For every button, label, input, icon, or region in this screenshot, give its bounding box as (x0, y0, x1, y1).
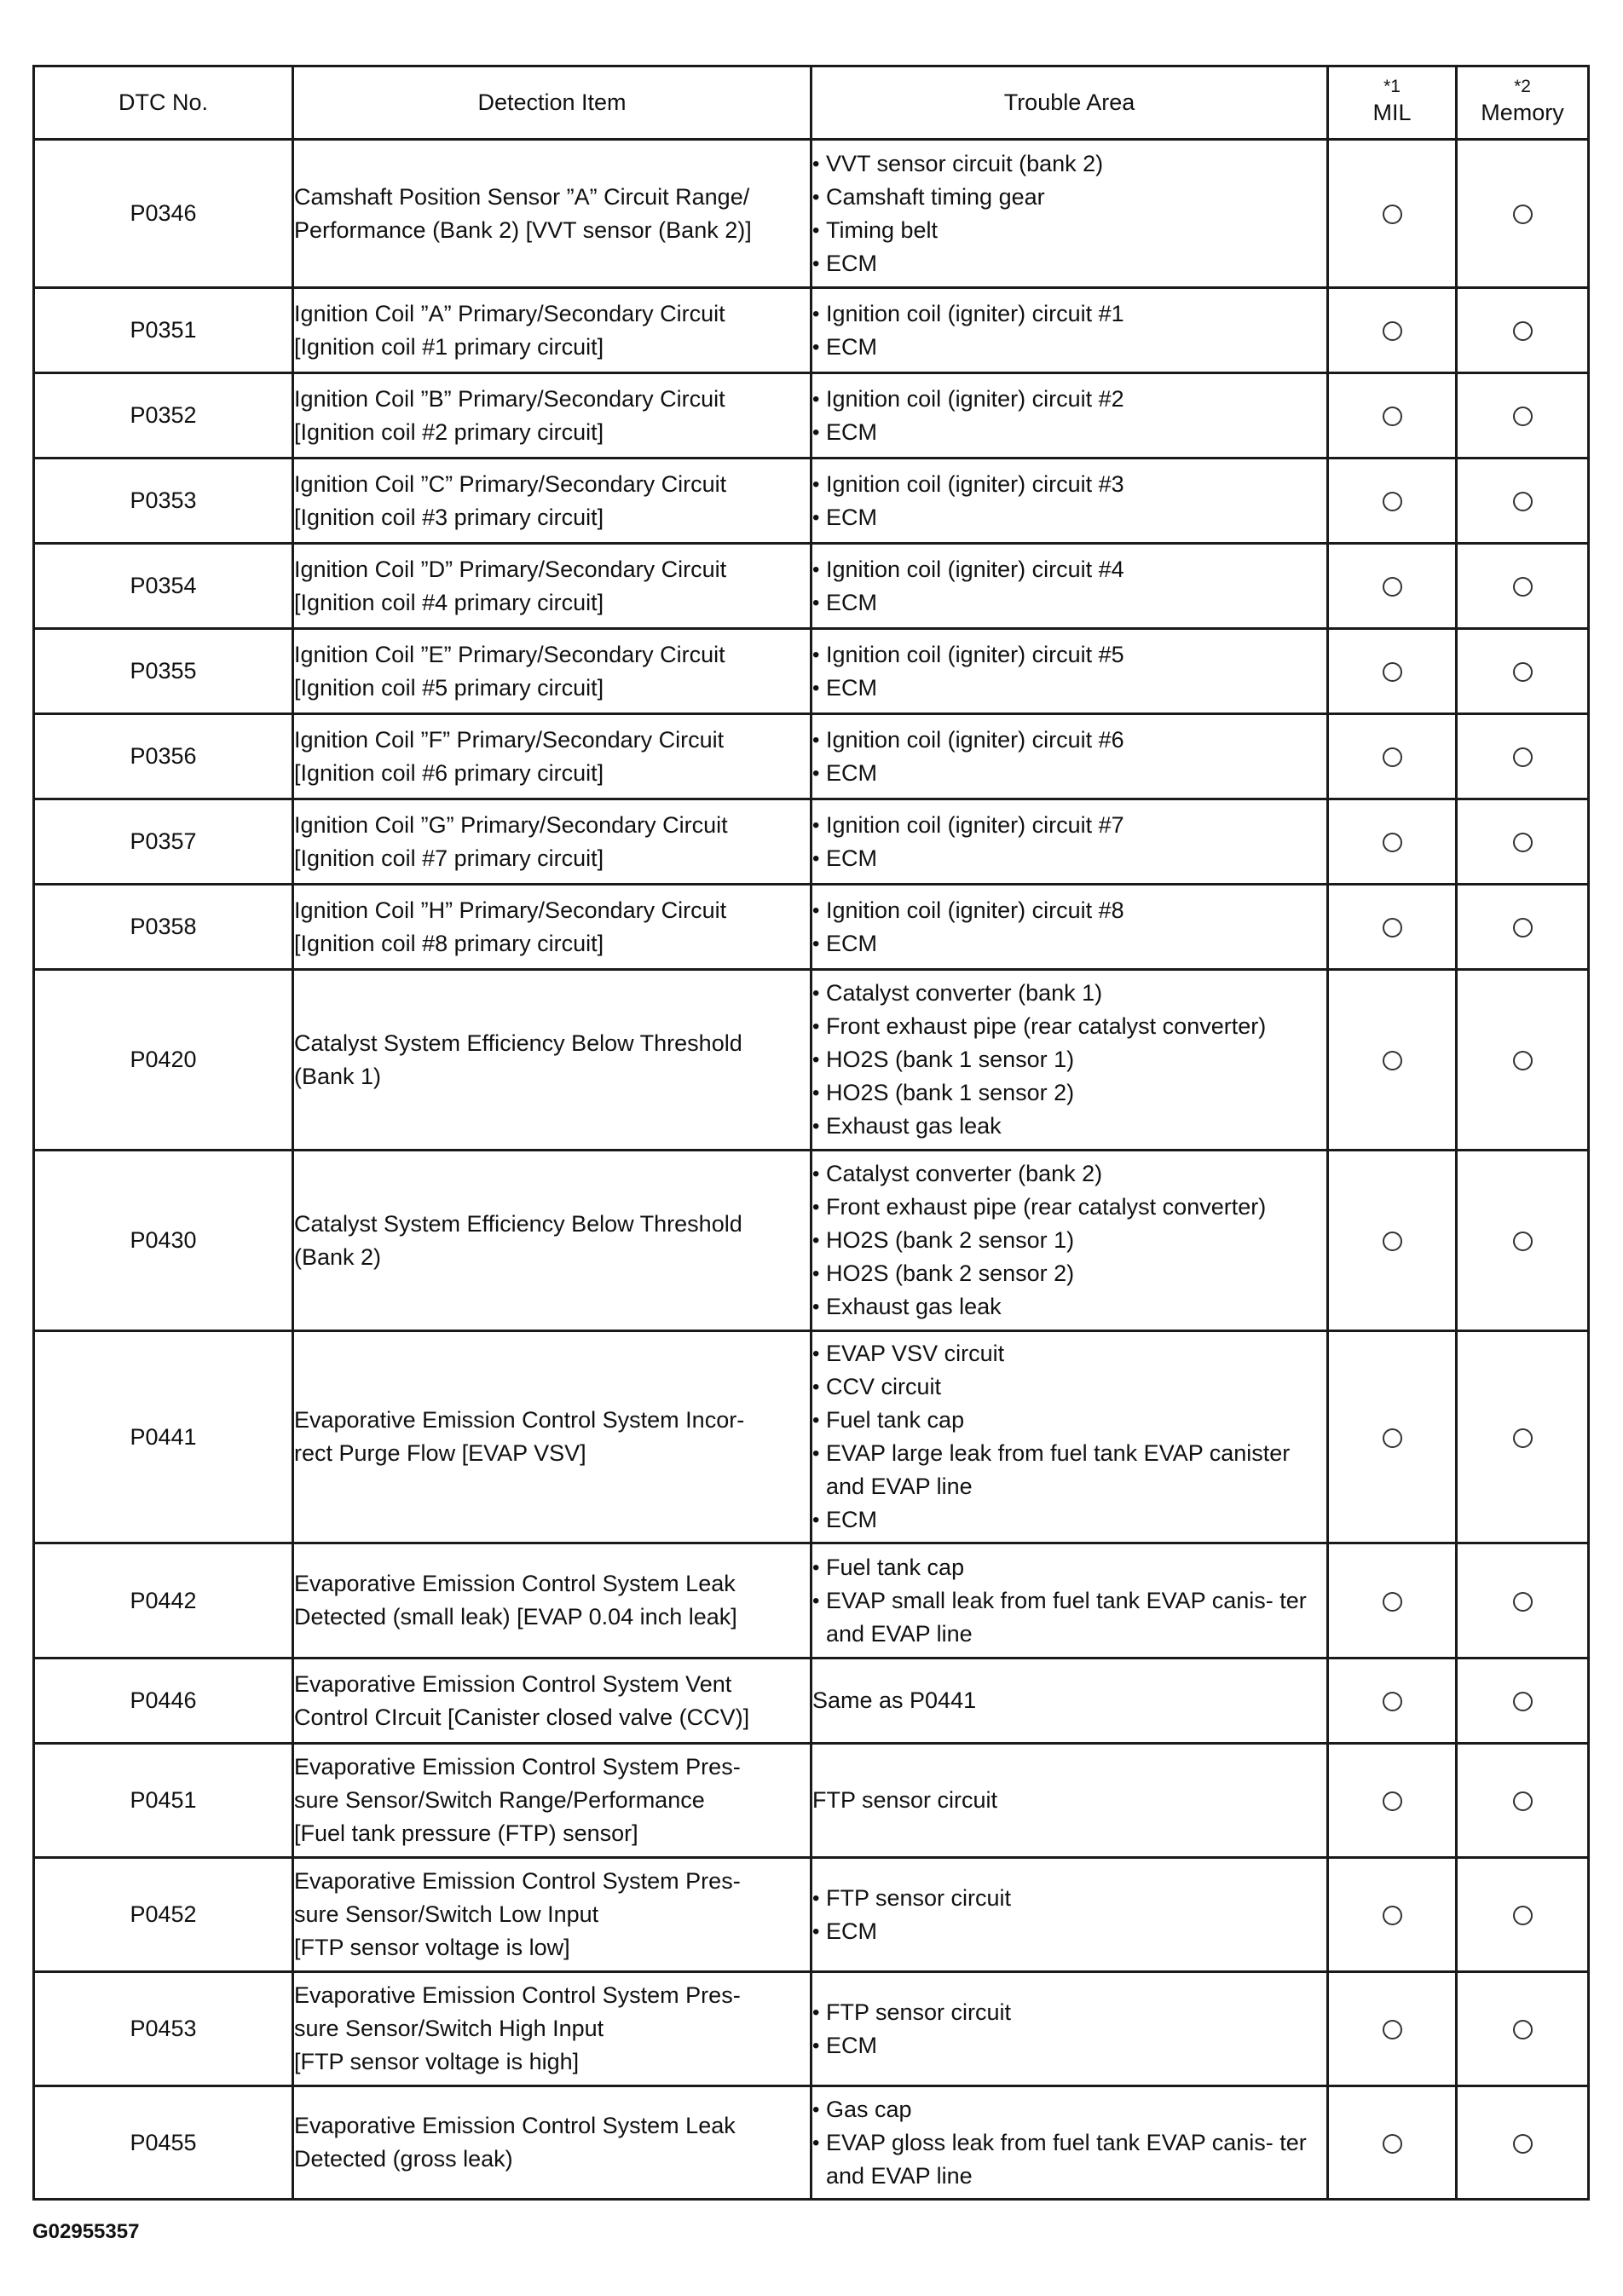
memory-cell (1457, 140, 1589, 288)
detection-item (293, 1543, 812, 1659)
memory-circle-icon (1513, 577, 1533, 597)
mil-cell (1328, 140, 1457, 288)
mil-cell (1328, 1744, 1457, 1858)
trouble-area-item: • Ignition coil (igniter) circuit #1 (812, 297, 1326, 331)
table-row (34, 544, 1589, 629)
trouble-area-item: • HO2S (bank 2 sensor 1) (812, 1224, 1326, 1257)
trouble-area-item: • ECM (812, 1915, 1326, 1948)
memory-cell (1457, 970, 1589, 1151)
table-row (34, 2086, 1589, 2200)
detection-item (293, 970, 812, 1151)
trouble-area-item: • ECM (812, 331, 1326, 364)
mil-circle-icon (1383, 662, 1402, 682)
mil-circle-icon (1383, 492, 1402, 511)
dtc-code: P0356 (34, 714, 293, 799)
trouble-area-list (812, 468, 1326, 534)
memory-label: Memory (1481, 99, 1564, 125)
trouble-area-item: • CCV circuit (812, 1370, 1326, 1404)
mil-cell (1328, 714, 1457, 799)
trouble-area-list (812, 894, 1326, 961)
detection-item-line: [FTP sensor voltage is high] (294, 2049, 580, 2074)
header-dtc-no: DTC No. (34, 66, 293, 140)
dtc-code: P0451 (34, 1744, 293, 1858)
trouble-area-item: • ECM (812, 842, 1326, 875)
memory-cell (1457, 1972, 1589, 2086)
table-row (34, 140, 1589, 288)
memory-footnote-mark: *2 (1514, 76, 1531, 96)
trouble-area-item: • HO2S (bank 1 sensor 1) (812, 1043, 1326, 1076)
trouble-area-item: • FTP sensor circuit (812, 1882, 1326, 1915)
trouble-area-item: • EVAP small leak from fuel tank EVAP canis- ter and EVAP line (812, 1584, 1326, 1651)
detection-item (293, 714, 812, 799)
detection-item-line: [Fuel tank pressure (FTP) sensor] (294, 1820, 638, 1846)
mil-circle-icon (1383, 1051, 1402, 1070)
memory-cell (1457, 288, 1589, 373)
detection-item (293, 373, 812, 459)
trouble-area (812, 885, 1328, 970)
trouble-area-item: • EVAP VSV circuit (812, 1337, 1326, 1370)
mil-circle-icon (1383, 205, 1402, 224)
table-header-row (34, 66, 1589, 140)
memory-circle-icon (1513, 321, 1533, 341)
trouble-area-list (812, 977, 1326, 1143)
trouble-area (812, 1744, 1328, 1858)
trouble-area-list (812, 724, 1326, 790)
memory-circle-icon (1513, 1051, 1533, 1070)
memory-cell (1457, 799, 1589, 885)
detection-item-line: Ignition Coil ”C” Primary/Secondary Circuit (294, 470, 727, 497)
detection-item (293, 2086, 812, 2200)
trouble-area-item: • Exhaust gas leak (812, 1290, 1326, 1324)
detection-item (293, 629, 812, 714)
trouble-area-item: • Ignition coil (igniter) circuit #3 (812, 468, 1326, 501)
detection-item-line: Catalyst System Efficiency Below Threshold (294, 1210, 742, 1237)
dtc-code: P0430 (34, 1151, 293, 1331)
dtc-table (32, 65, 1590, 2201)
trouble-area-item: • HO2S (bank 2 sensor 2) (812, 1257, 1326, 1290)
detection-item-line: Ignition Coil ”F” Primary/Secondary Circuit (294, 726, 725, 753)
trouble-area-item: • HO2S (bank 1 sensor 2) (812, 1076, 1326, 1110)
table-row (34, 714, 1589, 799)
trouble-area (812, 459, 1328, 544)
trouble-area-list (812, 297, 1326, 364)
dtc-code: P0452 (34, 1858, 293, 1972)
detection-item-line: Ignition Coil ”H” Primary/Secondary Circuit (294, 897, 727, 923)
memory-circle-icon (1513, 1428, 1533, 1448)
detection-item-line: Ignition Coil ”E” Primary/Secondary Circuit (294, 641, 725, 667)
trouble-area-list (812, 809, 1326, 875)
detection-item (293, 140, 812, 288)
trouble-area-item: • ECM (812, 2029, 1326, 2062)
mil-cell (1328, 1331, 1457, 1543)
trouble-area (812, 2086, 1328, 2200)
trouble-area (812, 1151, 1328, 1331)
trouble-area-item: • Catalyst converter (bank 1) (812, 977, 1326, 1010)
memory-cell (1457, 714, 1589, 799)
trouble-area-item: • ECM (812, 247, 1326, 280)
mil-circle-icon (1383, 1592, 1402, 1612)
trouble-area-list (812, 1882, 1326, 1948)
trouble-area-item: • EVAP gloss leak from fuel tank EVAP canis- ter and EVAP line (812, 2126, 1326, 2193)
detection-item-line: Performance (Bank 2) [VVT sensor (Bank 2)] (294, 216, 752, 243)
header-trouble-area: Trouble Area (812, 66, 1328, 140)
trouble-area-item: • Fuel tank cap (812, 1551, 1326, 1584)
table-row (34, 1744, 1589, 1858)
memory-cell (1457, 544, 1589, 629)
detection-item-line: Detected (gross leak) (294, 2146, 513, 2172)
trouble-area-list (812, 638, 1326, 705)
trouble-area (812, 373, 1328, 459)
detection-item-line: [Ignition coil #4 primary circuit] (294, 589, 604, 615)
memory-cell (1457, 629, 1589, 714)
trouble-area-item: • Front exhaust pipe (rear catalyst converter) (812, 1191, 1326, 1224)
detection-item-line: Ignition Coil ”A” Primary/Secondary Circuit (294, 300, 725, 326)
detection-item (293, 1151, 812, 1331)
trouble-area (812, 1331, 1328, 1543)
trouble-area-item: • ECM (812, 1503, 1326, 1537)
trouble-area-item: • Ignition coil (igniter) circuit #2 (812, 383, 1326, 416)
trouble-area-item: • Camshaft timing gear (812, 181, 1326, 214)
dtc-code: P0358 (34, 885, 293, 970)
table-row (34, 1543, 1589, 1659)
trouble-area-item: • EVAP large leak from fuel tank EVAP canister and EVAP line (812, 1437, 1326, 1503)
mil-cell (1328, 544, 1457, 629)
dtc-code: P0353 (34, 459, 293, 544)
memory-circle-icon (1513, 1692, 1533, 1711)
header-mil (1328, 66, 1457, 140)
table-row (34, 1331, 1589, 1543)
memory-circle-icon (1513, 1592, 1533, 1612)
mil-cell (1328, 799, 1457, 885)
dtc-code: P0455 (34, 2086, 293, 2200)
trouble-area-item: • Ignition coil (igniter) circuit #6 (812, 724, 1326, 757)
detection-item (293, 1659, 812, 1744)
detection-item-line: (Bank 1) (294, 1063, 382, 1089)
table-row (34, 1972, 1589, 2086)
detection-item-line: Evaporative Emission Control System Pres- (294, 1868, 741, 1894)
trouble-area-item: • Timing belt (812, 214, 1326, 247)
trouble-area (812, 1858, 1328, 1972)
table-row (34, 799, 1589, 885)
table-row (34, 288, 1589, 373)
detection-item-line: Catalyst System Efficiency Below Threshold (294, 1030, 742, 1056)
memory-cell (1457, 1744, 1589, 1858)
mil-circle-icon (1383, 2134, 1402, 2154)
detection-item (293, 1744, 812, 1858)
memory-cell (1457, 1151, 1589, 1331)
detection-item-line: sure Sensor/Switch Range/Performance (294, 1787, 705, 1813)
trouble-area-list (812, 1157, 1326, 1324)
detection-item-line: [Ignition coil #1 primary circuit] (294, 333, 604, 360)
memory-cell (1457, 459, 1589, 544)
trouble-area-list (812, 147, 1326, 280)
table-row (34, 1659, 1589, 1744)
memory-circle-icon (1513, 407, 1533, 426)
memory-circle-icon (1513, 662, 1533, 682)
mil-cell (1328, 970, 1457, 1151)
trouble-area (812, 970, 1328, 1151)
memory-circle-icon (1513, 492, 1533, 511)
trouble-area-item: • ECM (812, 672, 1326, 705)
trouble-area-item: • Gas cap (812, 2093, 1326, 2126)
trouble-area-item: • Catalyst converter (bank 2) (812, 1157, 1326, 1191)
trouble-area-text: FTP sensor circuit (812, 1787, 998, 1813)
dtc-code: P0355 (34, 629, 293, 714)
mil-cell (1328, 459, 1457, 544)
mil-circle-icon (1383, 2020, 1402, 2039)
trouble-area-item: • VVT sensor circuit (bank 2) (812, 147, 1326, 181)
mil-cell (1328, 1858, 1457, 1972)
mil-circle-icon (1383, 577, 1402, 597)
memory-cell (1457, 373, 1589, 459)
detection-item-line: Evaporative Emission Control System Vent (294, 1670, 732, 1697)
trouble-area-list (812, 1551, 1326, 1651)
memory-cell (1457, 1858, 1589, 1972)
detection-item-line: [Ignition coil #2 primary circuit] (294, 418, 604, 445)
table-row (34, 459, 1589, 544)
detection-item-line: [FTP sensor voltage is low] (294, 1935, 570, 1960)
figure-id: G02955357 (32, 2220, 140, 2243)
detection-item-line: Ignition Coil ”B” Primary/Secondary Circuit (294, 385, 725, 412)
trouble-area (812, 629, 1328, 714)
trouble-area-item: • ECM (812, 927, 1326, 961)
detection-item-line: Evaporative Emission Control System Pres- (294, 1982, 741, 2008)
mil-cell (1328, 885, 1457, 970)
trouble-area-item: • Ignition coil (igniter) circuit #7 (812, 809, 1326, 842)
memory-circle-icon (1513, 1906, 1533, 1925)
dtc-code: P0351 (34, 288, 293, 373)
detection-item (293, 1331, 812, 1543)
table-row (34, 629, 1589, 714)
memory-circle-icon (1513, 1791, 1533, 1811)
memory-cell (1457, 2086, 1589, 2200)
detection-item-line: (Bank 2) (294, 1243, 382, 1270)
trouble-area-list (812, 383, 1326, 449)
trouble-area-item: • ECM (812, 416, 1326, 449)
memory-cell (1457, 1543, 1589, 1659)
trouble-area (812, 1543, 1328, 1659)
trouble-area (812, 1972, 1328, 2086)
mil-cell (1328, 629, 1457, 714)
mil-cell (1328, 1972, 1457, 2086)
memory-circle-icon (1513, 2134, 1533, 2154)
detection-item-line: Control CIrcuit [Canister closed valve (CCV)] (294, 1704, 750, 1730)
detection-item-line: sure Sensor/Switch High Input (294, 2016, 604, 2041)
header-detection-item: Detection Item (293, 66, 812, 140)
detection-item (293, 1858, 812, 1972)
mil-cell (1328, 373, 1457, 459)
dtc-code: P0453 (34, 1972, 293, 2086)
trouble-area (812, 1659, 1328, 1744)
detection-item-line: sure Sensor/Switch Low Input (294, 1901, 599, 1927)
mil-cell (1328, 1543, 1457, 1659)
dtc-code: P0352 (34, 373, 293, 459)
trouble-area-list (812, 553, 1326, 620)
detection-item-line: Ignition Coil ”G” Primary/Secondary Circuit (294, 811, 728, 838)
detection-item (293, 459, 812, 544)
table-row (34, 1858, 1589, 1972)
table-row (34, 885, 1589, 970)
dtc-code: P0420 (34, 970, 293, 1151)
dtc-code: P0446 (34, 1659, 293, 1744)
trouble-area (812, 288, 1328, 373)
trouble-area-item: • ECM (812, 501, 1326, 534)
trouble-area-item: • ECM (812, 757, 1326, 790)
detection-item (293, 1972, 812, 2086)
mil-cell (1328, 2086, 1457, 2200)
mil-cell (1328, 1659, 1457, 1744)
table-row (34, 373, 1589, 459)
detection-item-line: [Ignition coil #6 primary circuit] (294, 759, 604, 786)
header-memory (1457, 66, 1589, 140)
detection-item (293, 544, 812, 629)
trouble-area-item: • Ignition coil (igniter) circuit #4 (812, 553, 1326, 586)
trouble-area-item: • Fuel tank cap (812, 1404, 1326, 1437)
memory-circle-icon (1513, 205, 1533, 224)
detection-item-line: Evaporative Emission Control System Leak (294, 2113, 736, 2138)
mil-circle-icon (1383, 833, 1402, 852)
table-body (34, 140, 1589, 2200)
trouble-area-item: • Ignition coil (igniter) circuit #8 (812, 894, 1326, 927)
detection-item-line: [Ignition coil #5 primary circuit] (294, 674, 604, 701)
memory-circle-icon (1513, 747, 1533, 767)
memory-cell (1457, 885, 1589, 970)
detection-item-line: [Ignition coil #3 primary circuit] (294, 504, 604, 530)
detection-item (293, 799, 812, 885)
mil-footnote-mark: *1 (1383, 76, 1401, 96)
detection-item-line: Evaporative Emission Control System Leak (294, 1571, 736, 1596)
dtc-code: P0354 (34, 544, 293, 629)
trouble-area-item: • Exhaust gas leak (812, 1110, 1326, 1143)
detection-item-line: Ignition Coil ”D” Primary/Secondary Circuit (294, 556, 727, 582)
trouble-area-item: • FTP sensor circuit (812, 1996, 1326, 2029)
detection-item-line: Evaporative Emission Control System Pres- (294, 1754, 741, 1780)
mil-circle-icon (1383, 918, 1402, 937)
memory-circle-icon (1513, 2020, 1533, 2039)
trouble-area-item: • Ignition coil (igniter) circuit #5 (812, 638, 1326, 672)
dtc-code: P0346 (34, 140, 293, 288)
mil-circle-icon (1383, 1232, 1402, 1251)
mil-circle-icon (1383, 407, 1402, 426)
trouble-area (812, 799, 1328, 885)
trouble-area-list (812, 1337, 1326, 1537)
mil-circle-icon (1383, 1692, 1402, 1711)
detection-item-line: Camshaft Position Sensor ”A” Circuit Range/ (294, 183, 750, 210)
mil-cell (1328, 1151, 1457, 1331)
detection-item (293, 288, 812, 373)
detection-item-line: [Ignition coil #7 primary circuit] (294, 845, 604, 871)
table-row (34, 970, 1589, 1151)
table-row (34, 1151, 1589, 1331)
mil-circle-icon (1383, 1791, 1402, 1811)
trouble-area-text: Same as P0441 (812, 1687, 977, 1713)
trouble-area (812, 544, 1328, 629)
memory-circle-icon (1513, 833, 1533, 852)
mil-cell (1328, 288, 1457, 373)
mil-label: MIL (1372, 99, 1412, 125)
detection-item-line: rect Purge Flow [EVAP VSV] (294, 1440, 586, 1466)
dtc-code: P0442 (34, 1543, 293, 1659)
trouble-area-item: • Front exhaust pipe (rear catalyst converter) (812, 1010, 1326, 1043)
detection-item (293, 885, 812, 970)
detection-item-line: Detected (small leak) [EVAP 0.04 inch leak] (294, 1604, 737, 1630)
mil-circle-icon (1383, 1428, 1402, 1448)
memory-circle-icon (1513, 1232, 1533, 1251)
memory-cell (1457, 1659, 1589, 1744)
trouble-area (812, 140, 1328, 288)
dtc-code: P0357 (34, 799, 293, 885)
memory-cell (1457, 1331, 1589, 1543)
trouble-area-list (812, 2093, 1326, 2193)
memory-circle-icon (1513, 918, 1533, 937)
trouble-area (812, 714, 1328, 799)
detection-item-line: Evaporative Emission Control System Incor- (294, 1407, 745, 1433)
detection-item-line: [Ignition coil #8 primary circuit] (294, 930, 604, 956)
mil-circle-icon (1383, 321, 1402, 341)
mil-circle-icon (1383, 747, 1402, 767)
trouble-area-list (812, 1996, 1326, 2062)
mil-circle-icon (1383, 1906, 1402, 1925)
dtc-code: P0441 (34, 1331, 293, 1543)
trouble-area-item: • ECM (812, 586, 1326, 620)
